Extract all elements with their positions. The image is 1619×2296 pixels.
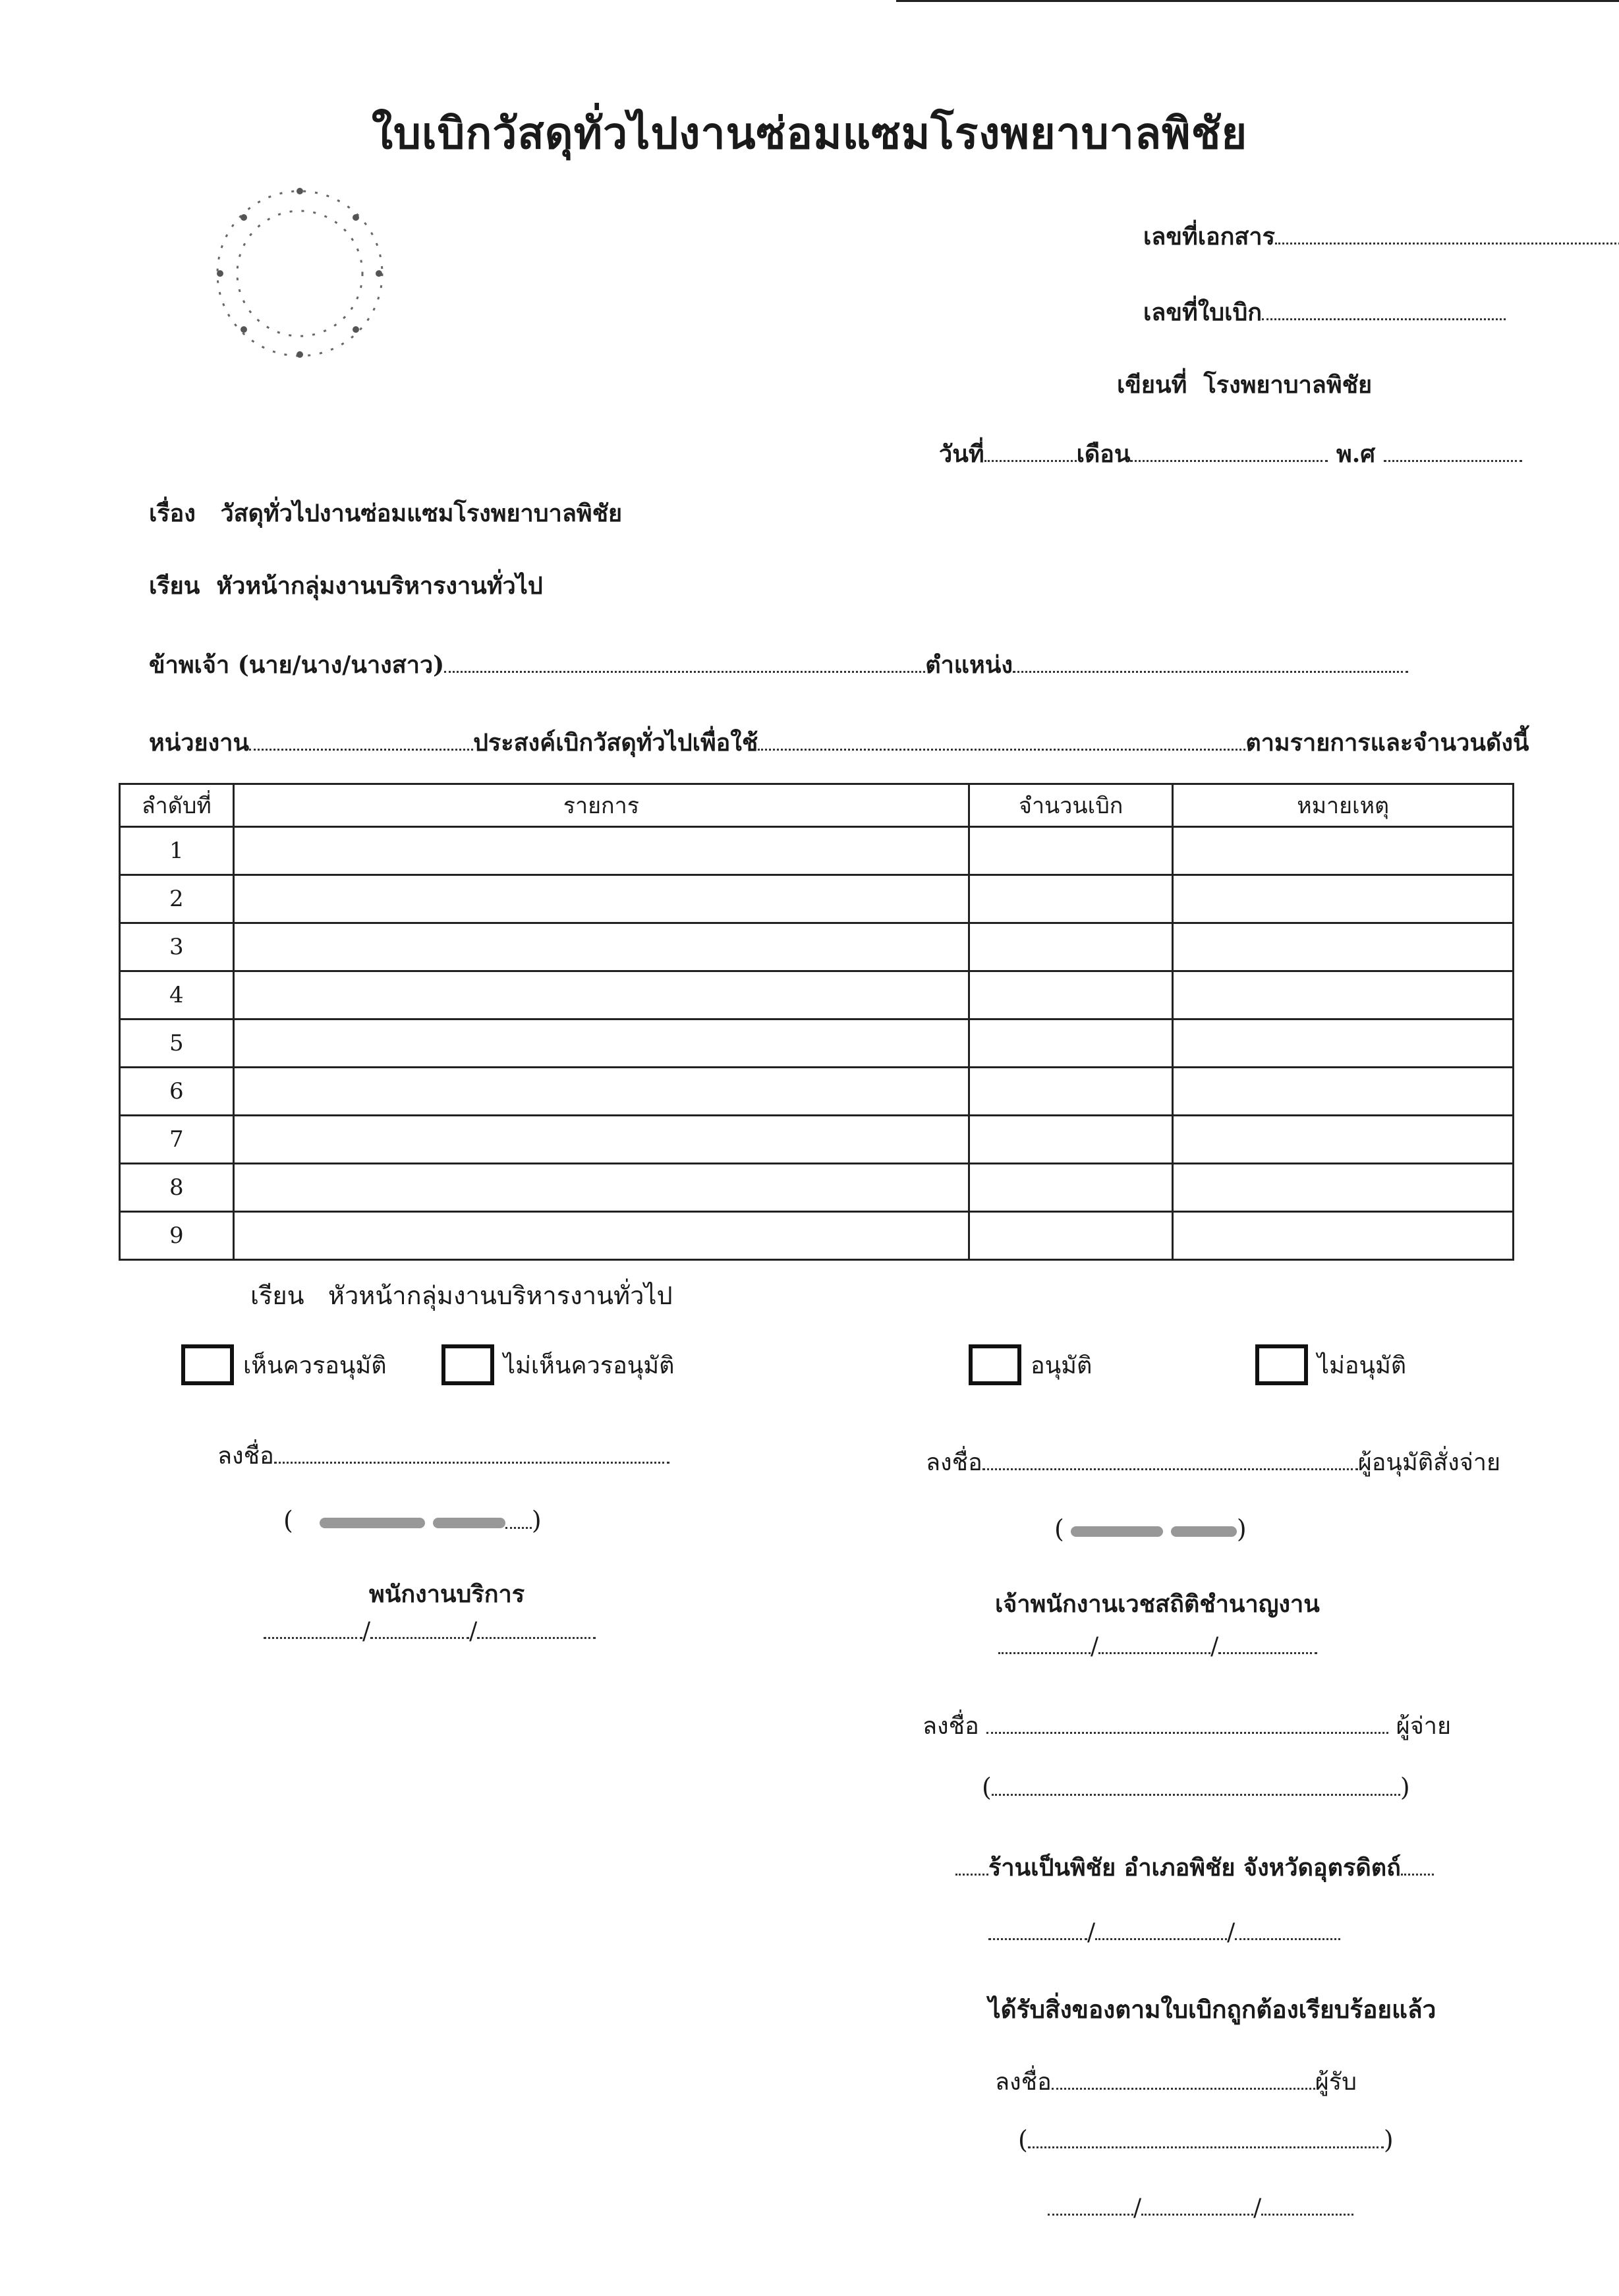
staff-date-line: / / (264, 1618, 596, 1645)
subject-label: เรื่อง (149, 500, 196, 527)
receiver-sign-input[interactable] (1052, 2087, 1315, 2090)
remarks-cell[interactable] (1173, 1019, 1514, 1068)
approve-checkbox[interactable] (969, 1344, 1021, 1385)
remarks-cell[interactable] (1173, 1116, 1514, 1164)
address-line (955, 1849, 1434, 1886)
staff-title: พนักงานบริการ (369, 1580, 525, 1608)
quantity-cell[interactable] (969, 1116, 1173, 1164)
items-table (119, 783, 1514, 1261)
reject-label: ไม่อนุมัติ (1317, 1352, 1407, 1379)
row-number: 7 (120, 1116, 234, 1164)
month-input[interactable] (1130, 459, 1328, 462)
pharmacist-title: เจ้าพนักงานเวชสถิติชำนาญงาน (995, 1590, 1320, 1618)
remarks-cell[interactable] (1173, 827, 1514, 875)
remarks-cell[interactable] (1173, 923, 1514, 971)
quantity-cell[interactable] (969, 923, 1173, 971)
option-reject[interactable] (1255, 1344, 1406, 1385)
approval-addressee-value: หัวหน้ากลุ่มงานบริหารงานทั่วไป (327, 1281, 673, 1310)
quantity-cell[interactable] (969, 827, 1173, 875)
staff-name-paren: ( ) (283, 1506, 542, 1535)
month-label: เดือน (1076, 440, 1131, 468)
approval-addressee-label: เรียน (250, 1281, 304, 1310)
option-agree[interactable] (181, 1344, 387, 1385)
approve-label: อนุมัติ (1031, 1352, 1093, 1379)
written-at-field (1117, 366, 1372, 403)
payer-role: ผู้จ่าย (1396, 1713, 1452, 1740)
item-cell[interactable] (233, 971, 969, 1019)
approver-name-paren: ( ) (1054, 1514, 1247, 1543)
address-value: ร้านเป็นพิชัย อำเภอพิชัย จังหวัดอุตรดิตถ์ (988, 1854, 1401, 1881)
approver-sign-input[interactable] (982, 1468, 1358, 1470)
doc-no-label: เลขที่เอกสาร (1143, 223, 1275, 250)
date-label: วันที่ (939, 440, 984, 468)
payer-signature-line (923, 1707, 1451, 1744)
position-input[interactable] (1013, 670, 1408, 673)
purpose-label: ประสงค์เบิกวัสดุทั่วไปเพื่อใช้ (473, 729, 758, 757)
doc-no-field (1143, 217, 1619, 255)
purpose-input[interactable] (758, 748, 1245, 751)
department-input[interactable] (249, 748, 473, 751)
approver-signature-line (926, 1443, 1500, 1481)
reject-checkbox[interactable] (1255, 1344, 1308, 1385)
receiver-sign-label: ลงชื่อ (995, 2069, 1052, 2096)
item-cell[interactable] (233, 1068, 969, 1116)
item-cell[interactable] (233, 875, 969, 923)
remarks-cell[interactable] (1173, 1164, 1514, 1212)
receiver-date-line: / / (1048, 2195, 1353, 2222)
item-cell[interactable] (233, 1212, 969, 1260)
remarks-cell[interactable] (1173, 1212, 1514, 1260)
approver-role: ผู้อนุมัติสั่งจ่าย (1357, 1449, 1501, 1476)
staff-surname-redacted (433, 1518, 505, 1528)
department-line (149, 724, 1529, 761)
approver-name-redacted (1071, 1526, 1163, 1537)
col-header-quantity: จำนวนเบิก (969, 784, 1173, 827)
quantity-cell[interactable] (969, 971, 1173, 1019)
to-label: เรียน (149, 572, 200, 600)
staff-name-redacted (320, 1518, 425, 1528)
date-field (939, 435, 1522, 473)
col-header-item: รายการ (233, 784, 969, 827)
requester-input[interactable] (444, 670, 925, 673)
top-edge-line (896, 0, 1619, 2)
doc-no-input[interactable] (1275, 242, 1619, 244)
table-row (120, 875, 1514, 923)
requester-line (149, 646, 1408, 683)
payer-sign-input[interactable] (986, 1731, 1388, 1734)
table-row (120, 1068, 1514, 1116)
item-cell[interactable] (233, 827, 969, 875)
quantity-cell[interactable] (969, 1164, 1173, 1212)
agree-checkbox[interactable] (181, 1344, 234, 1385)
to-value: หัวหน้ากลุ่มงานบริหารงานทั่วไป (216, 572, 543, 600)
col-header-remarks: หมายเหตุ (1173, 784, 1514, 827)
payer-sign-label: ลงชื่อ (923, 1713, 979, 1740)
quantity-cell[interactable] (969, 875, 1173, 923)
subject-line (149, 494, 622, 532)
option-approve[interactable] (969, 1344, 1092, 1385)
row-number: 4 (120, 971, 234, 1019)
received-statement: ได้รับสิ่งของตามใบเบิกถูกต้องเรียบร้อยแล้ว (988, 1995, 1436, 2024)
table-row (120, 923, 1514, 971)
staff-signature-line (217, 1437, 669, 1474)
requester-label: ข้าพเจ้า (นาย/นาง/นางสาว) (149, 651, 445, 679)
table-row (120, 1019, 1514, 1068)
item-cell[interactable] (233, 1164, 969, 1212)
department-label: หน่วยงาน (149, 729, 250, 757)
position-label: ตำแหน่ง (925, 651, 1013, 679)
payer-date-line: / / (988, 1919, 1340, 1946)
remarks-cell[interactable] (1173, 875, 1514, 923)
receiver-signature-line (995, 2063, 1357, 2100)
written-at-value: โรงพยาบาลพิชัย (1203, 371, 1373, 399)
quantity-cell[interactable] (969, 1212, 1173, 1260)
row-number: 2 (120, 875, 234, 923)
disagree-label: ไม่เห็นควรอนุมัติ (503, 1352, 675, 1379)
row-number: 9 (120, 1212, 234, 1260)
table-row (120, 971, 1514, 1019)
items-suffix: ตามรายการและจำนวนดังนี้ (1245, 729, 1529, 757)
to-line (149, 567, 543, 604)
row-number: 3 (120, 923, 234, 971)
quantity-cell[interactable] (969, 1068, 1173, 1116)
req-no-input[interactable] (1262, 318, 1506, 320)
staff-sign-input[interactable] (274, 1461, 669, 1464)
payer-name-paren: ( ) (982, 1773, 1410, 1802)
col-header-no: ลำดับที่ (120, 784, 234, 827)
table-row (120, 827, 1514, 875)
receiver-role: ผู้รับ (1315, 2069, 1357, 2096)
receiver-name-paren: ( ) (1018, 2125, 1394, 2154)
row-number: 5 (120, 1019, 234, 1068)
subject-value: วัสดุทั่วไปงานซ่อมแซมโรงพยาบาลพิชัย (220, 500, 623, 527)
req-no-field (1143, 293, 1506, 331)
item-cell[interactable] (233, 1116, 969, 1164)
approver-sign-label: ลงชื่อ (926, 1449, 982, 1476)
item-cell[interactable] (233, 923, 969, 971)
table-row (120, 1164, 1514, 1212)
table-row (120, 1212, 1514, 1260)
table-header-row (120, 784, 1514, 827)
agree-label: เห็นควรอนุมัติ (243, 1352, 387, 1379)
remarks-cell[interactable] (1173, 1068, 1514, 1116)
written-at-label: เขียนที่ (1117, 371, 1187, 399)
hospital-seal-icon (204, 178, 395, 369)
row-number: 6 (120, 1068, 234, 1116)
disagree-checkbox[interactable] (441, 1344, 494, 1385)
req-no-label: เลขที่ใบเบิก (1143, 299, 1263, 326)
approver-surname-redacted (1171, 1526, 1237, 1537)
form-title: ใบเบิกวัสดุทั่วไปงานซ่อมแซมโรงพยาบาลพิชัย (371, 107, 1248, 159)
approval-addressee (250, 1275, 673, 1315)
row-number: 1 (120, 827, 234, 875)
item-cell[interactable] (233, 1019, 969, 1068)
remarks-cell[interactable] (1173, 971, 1514, 1019)
staff-sign-label: ลงชื่อ (217, 1443, 274, 1470)
date-input[interactable] (984, 459, 1077, 462)
quantity-cell[interactable] (969, 1019, 1173, 1068)
approver-date-line: / / (998, 1633, 1317, 1660)
year-label: พ.ศ (1336, 440, 1376, 468)
table-row (120, 1116, 1514, 1164)
year-input[interactable] (1384, 459, 1522, 462)
option-disagree[interactable] (441, 1344, 674, 1385)
row-number: 8 (120, 1164, 234, 1212)
